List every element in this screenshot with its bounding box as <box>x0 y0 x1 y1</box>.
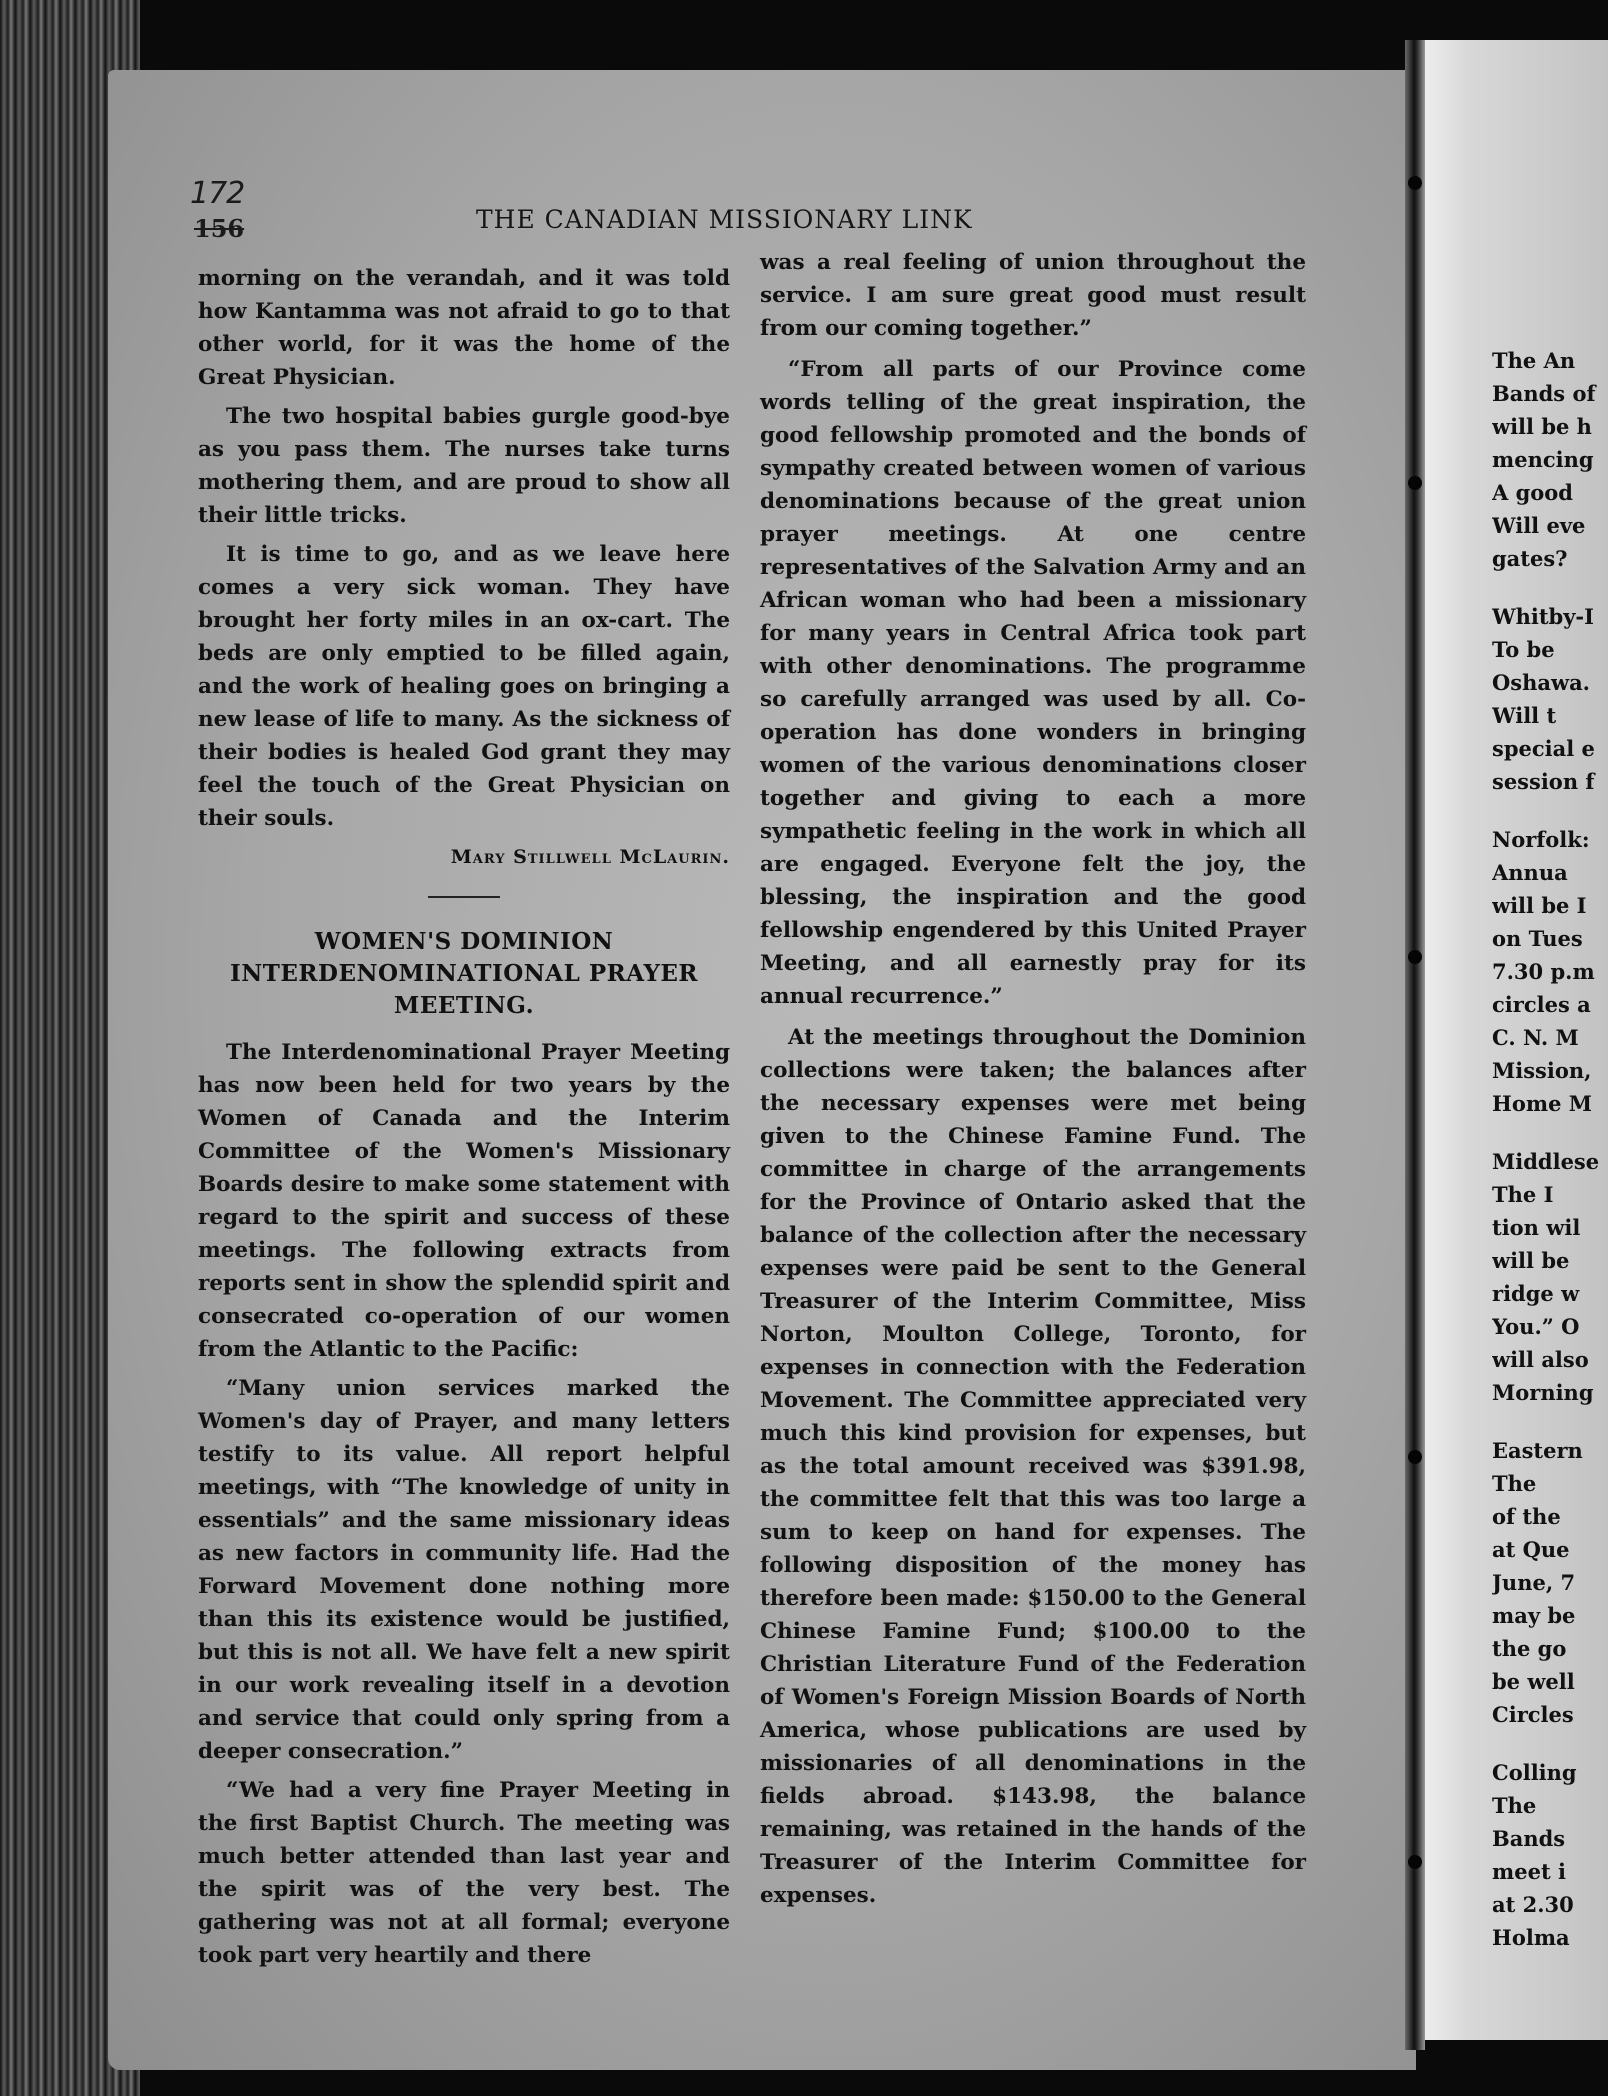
text-fragment: will be I <box>1492 893 1587 918</box>
text-fragment: on Tues <box>1492 926 1583 951</box>
text-fragment: Middlese <box>1492 1149 1600 1174</box>
text-fragment: Bands <box>1492 1826 1566 1851</box>
text-fragment: ridge w <box>1492 1281 1580 1306</box>
running-head: THE CANADIAN MISSIONARY LINK <box>476 205 973 234</box>
handwritten-page-number: 172 <box>190 176 245 211</box>
text-fragment: circles a <box>1492 992 1591 1017</box>
text-fragment: Annua <box>1492 860 1568 885</box>
text-fragment: Norfolk: <box>1492 827 1590 852</box>
text-fragment: You.” O <box>1492 1314 1580 1339</box>
paragraph: The two hospital babies gurgle good-bye as you pass them. The nurses take turns mothering them, and are proud to show all their little tricks. <box>198 404 730 528</box>
text-fragment <box>1492 798 1608 823</box>
text-fragment: meet i <box>1492 1859 1566 1884</box>
text-fragment: gates? <box>1492 546 1568 571</box>
section-divider <box>428 896 500 898</box>
text-fragment: the go <box>1492 1636 1567 1661</box>
paragraph: was a real feeling of union throughout the service. I am sure great good must result from our coming together.” <box>760 250 1306 341</box>
text-fragment: Mission, <box>1492 1058 1592 1083</box>
text-fragment <box>1492 575 1608 600</box>
text-fragment: at 2.30 <box>1492 1892 1574 1917</box>
text-fragment <box>1492 1731 1608 1756</box>
binding-stitch <box>1408 176 1422 190</box>
article-heading: WOMEN'S DOMINION INTERDENOMINATIONAL PRAYER MEETING. <box>229 928 699 1019</box>
text-fragment: Colling <box>1492 1760 1577 1785</box>
paragraph: “We had a very fine Prayer Meeting in the first Baptist Church. The meeting was much better attended than last year and the spirit was of the very best. The gathering was not at all formal; everyone took part very heartily and there <box>198 1778 730 1968</box>
text-fragment: will be <box>1492 1248 1570 1273</box>
text-fragment: The <box>1492 1471 1537 1496</box>
printed-page-number: 156 <box>194 214 245 243</box>
binding-stitch <box>1408 1450 1422 1464</box>
text-fragment: session f <box>1492 769 1595 794</box>
column-right <box>760 246 1306 1920</box>
text-fragment <box>1492 1409 1608 1434</box>
paragraph: It is time to go, and as we leave here comes a very sick woman. They have brought her forty miles in an ox-cart. The beds are only emptied to be filled again, and the work of healing goes on bringing a new lease of life to many. As the sickness of their bodies is healed God grant they may feel the touch of the Great Physician on their souls. <box>198 542 730 831</box>
text-fragment: at Que <box>1492 1537 1570 1562</box>
right-page-text-fragments <box>1492 344 1608 1954</box>
text-fragment: Whitby-I <box>1492 604 1594 629</box>
text-fragment: of the <box>1492 1504 1561 1529</box>
text-fragment: A good <box>1492 480 1573 505</box>
text-fragment <box>1492 1120 1608 1145</box>
text-fragment: Home M <box>1492 1091 1592 1116</box>
text-fragment: Bands of <box>1492 381 1596 406</box>
text-fragment: Will t <box>1492 703 1557 728</box>
text-fragment: Holma <box>1492 1925 1570 1950</box>
text-fragment: tion wil <box>1492 1215 1581 1240</box>
book-gutter <box>1405 40 1425 2050</box>
paragraph: morning on the verandah, and it was told how Kantamma was not afraid to go to that other world, for it was the home of the Great Physician. <box>198 266 730 390</box>
text-fragment: C. N. M <box>1492 1025 1579 1050</box>
paragraph: At the meetings throughout the Dominion collections were taken; the balances after the necessary expenses were met being given to the Chinese Famine Fund. The committee in charge of the arrangements for the Province of Ontario asked that the balance of the collection after the necessary expenses were paid be sent to the General Treasurer of the Interim Committee, Miss Norton, Moulton College, Toronto, for expenses in connection with the Federation Movement. The Committee appreciated very much this kind provision for expenses, but as the total amount received was $391.98, the committee felt that this was too large a sum to keep on hand for expenses. The following disposition of the money has therefore been made: $150.00 to the General Chinese Famine Fund; $100.00 to the Christian Literature Fund of the Federation of Women's Foreign Mission Boards of North America, whose publications are used by missionaries of all denominations in the fields abroad. $143.98, the balance remaining, was retained in the hands of the Treasurer of the Interim Committee for expenses. <box>760 1025 1306 1908</box>
binding-stitch <box>1408 476 1422 490</box>
text-fragment: June, 7 <box>1492 1570 1576 1595</box>
text-fragment: mencing <box>1492 447 1594 472</box>
text-fragment: Circles <box>1492 1702 1574 1727</box>
binding-stitch <box>1408 1855 1422 1869</box>
text-fragment: The <box>1492 1793 1537 1818</box>
text-fragment: Eastern <box>1492 1438 1583 1463</box>
column-left <box>198 262 730 1978</box>
binding-stitch <box>1408 950 1422 964</box>
text-fragment: Morning <box>1492 1380 1594 1405</box>
paragraph: The Interdenominational Prayer Meeting has now been held for two years by the Women of Canada and the Interim Committee of the Women's Missionary Boards desire to make some statement with regard to the spirit and success of these meetings. The following extracts from reports sent in show the splendid spirit and consecrated co-operation of our women from the Atlantic to the Pacific: <box>198 1040 730 1362</box>
text-fragment: may be <box>1492 1603 1576 1628</box>
signature: Mary Stillwell McLaurin. <box>450 846 730 868</box>
text-fragment: To be <box>1492 637 1555 662</box>
text-fragment: will be h <box>1492 414 1592 439</box>
text-fragment: Will eve <box>1492 513 1586 538</box>
text-fragment: Oshawa. <box>1492 670 1590 695</box>
text-fragment: be well <box>1492 1669 1575 1694</box>
text-fragment: The An <box>1492 348 1576 373</box>
paragraph: “From all parts of our Province come words telling of the great inspiration, the good fellowship promoted and the bonds of sympathy created between women of various denominations because of the great union prayer meetings. At one centre representatives of the Salvation Army and an African woman who had been a missionary for many years in Central Africa took part with other denominations. The programme so carefully arranged was used by all. Co-operation has done wonders in bringing women of the various denominations closer together and giving to each a more sympathetic feeling in the work in which all are engaged. Everyone felt the joy, the blessing, the inspiration and the good fellowship engendered by this United Prayer Meeting, and all earnestly pray for its annual recurrence.” <box>760 357 1306 1009</box>
text-fragment: special e <box>1492 736 1595 761</box>
paragraph: “Many union services marked the Women's day of Prayer, and many letters testify to its value. All report helpful meetings, with “The knowledge of unity in essentials” and the same missionary ideas as new factors in community life. Had the Forward Movement done nothing more than this its existence would be justified, but this is not all. We have felt a new spirit in our work revealing itself in a devotion and service that could only spring from a deeper consecration.” <box>198 1376 730 1764</box>
text-fragment: will also <box>1492 1347 1589 1372</box>
text-fragment: 7.30 p.m <box>1492 959 1595 984</box>
text-fragment: The I <box>1492 1182 1554 1207</box>
